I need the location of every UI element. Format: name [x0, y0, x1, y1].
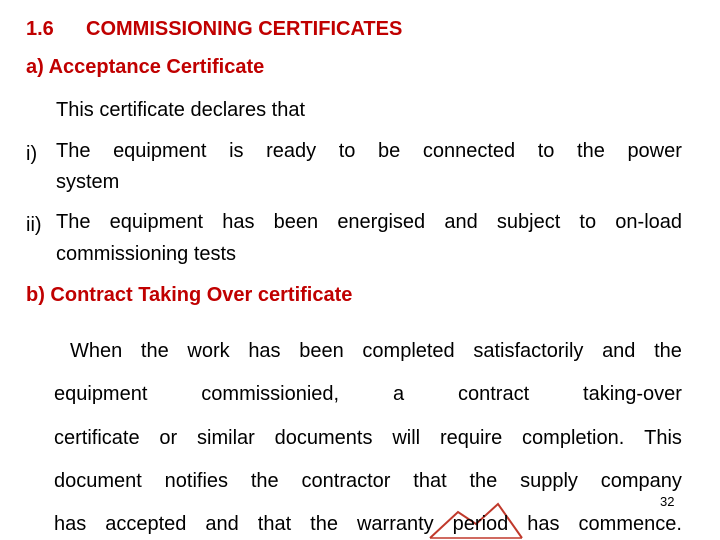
- part-b-line1: When the work has been completed satisfactorily and the: [70, 340, 682, 362]
- item-i-line2: system: [56, 171, 120, 193]
- part-b-line5: has accepted and that the warranty period has commence.: [54, 513, 682, 535]
- part-a-intro: This certificate declares that: [56, 99, 305, 121]
- part-a-heading: a) Acceptance Certificate: [26, 56, 265, 78]
- item-ii-marker: ii): [26, 214, 42, 236]
- part-b-line4: document notifies the contractor that the supply company: [54, 470, 682, 492]
- part-b-line3: certificate or similar documents will require completion. This: [54, 427, 682, 449]
- page-number: 32: [660, 494, 675, 509]
- item-i-line1: The equipment is ready to be connected to the power: [56, 140, 682, 162]
- section-number: 1.6: [26, 18, 54, 40]
- part-b-line2: equipment commissionied, a contract taking-over: [54, 383, 682, 405]
- part-b-heading: b) Contract Taking Over certificate: [26, 284, 353, 306]
- item-ii-line2: commissioning tests: [56, 243, 237, 265]
- section-title: COMMISSIONING CERTIFICATES: [86, 18, 403, 40]
- item-ii-line1: The equipment has been energised and subject to on-load: [56, 211, 682, 233]
- item-i-marker: i): [26, 143, 38, 165]
